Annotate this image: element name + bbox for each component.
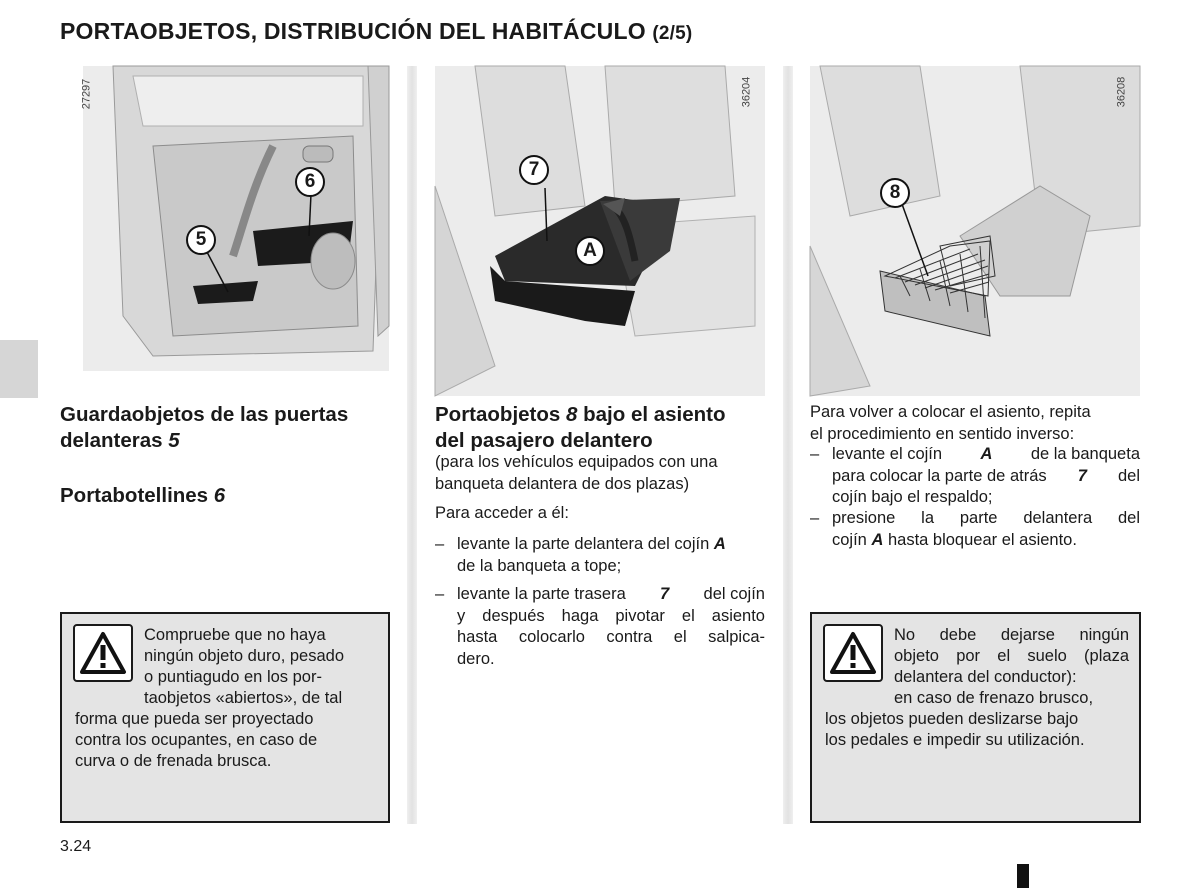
page-number: 3.24 bbox=[60, 838, 92, 855]
title-part: (2/5) bbox=[652, 23, 693, 44]
figure-storage-basket bbox=[810, 66, 1140, 396]
under-seat-storage-heading: Portaobjetos 8 bajo el asiento del pasajero delantero bbox=[435, 403, 726, 452]
column-divider-left bbox=[407, 66, 417, 824]
title-text: PORTAOBJETOS, DISTRIBUCIÓN DEL HABITÁCULO bbox=[60, 18, 646, 44]
warning-text-bottom: forma que pueda ser proyectado contra los ocupantes, en caso de curva o de frenada brusca. bbox=[75, 710, 318, 770]
basket-illustration bbox=[810, 66, 1140, 396]
callout-5: 5 bbox=[186, 225, 216, 255]
callout-6: 6 bbox=[295, 167, 325, 197]
door-pockets-heading: Guardaobjetos de las puertas delanteras 5 bbox=[60, 403, 349, 452]
door-illustration bbox=[83, 66, 389, 371]
page-title bbox=[60, 18, 692, 45]
warning-text-bottom: los objetos pueden deslizarse bajo los pedales e impedir su utilización. bbox=[825, 710, 1085, 749]
figure-seat-cushion bbox=[435, 66, 765, 396]
list-item: – presione la parte delantera del cojín A hasta bloquear el asiento. bbox=[810, 509, 1140, 549]
warning-triangle-icon bbox=[73, 624, 133, 682]
access-intro: Para acceder a él: bbox=[435, 504, 569, 522]
callout-a: A bbox=[575, 236, 605, 266]
warning-text-top: No debe dejarse ningún objeto por el suelo (plaza delantera del conductor): en caso de frenazo brusco, bbox=[894, 626, 1129, 707]
figure-code: 27297 bbox=[80, 78, 93, 110]
figure-code: 36204 bbox=[740, 76, 753, 108]
callout-7: 7 bbox=[519, 155, 549, 185]
list-item: – levante el cojín A de la banqueta para colocar la parte de atrás 7 del cojín bajo el respaldo; bbox=[810, 445, 1140, 506]
warning-text-top: Compruebe que no haya ningún objeto duro, pesado o puntiagudo en los por- taobjetos «abiertos», de tal bbox=[144, 626, 344, 707]
bottle-holder-heading: Portabotellines 6 bbox=[60, 484, 226, 507]
reinstall-intro: Para volver a colocar el asiento, repita el procedimiento en sentido inverso: bbox=[810, 403, 1091, 443]
warning-box-door bbox=[60, 612, 390, 823]
warning-triangle-icon bbox=[823, 624, 883, 682]
list-item: – levante la parte delantera del cojín A de la banqueta a tope; bbox=[435, 535, 726, 575]
vehicle-note: (para los vehículos equipados con una banqueta delantera de dos plazas) bbox=[435, 453, 718, 493]
seat-illustration bbox=[435, 66, 765, 396]
callout-8: 8 bbox=[880, 178, 910, 208]
figure-door-pockets bbox=[80, 66, 389, 371]
chapter-tab bbox=[0, 340, 38, 398]
page-corner-mark bbox=[1017, 864, 1029, 888]
warning-box-floor bbox=[810, 612, 1141, 823]
figure-code: 36208 bbox=[1115, 76, 1128, 108]
column-divider-right bbox=[783, 66, 793, 824]
list-item: – levante la parte trasera 7 del cojín y después haga pivotar el asiento hasta colocarlo contra el salpica- dero. bbox=[435, 585, 765, 668]
